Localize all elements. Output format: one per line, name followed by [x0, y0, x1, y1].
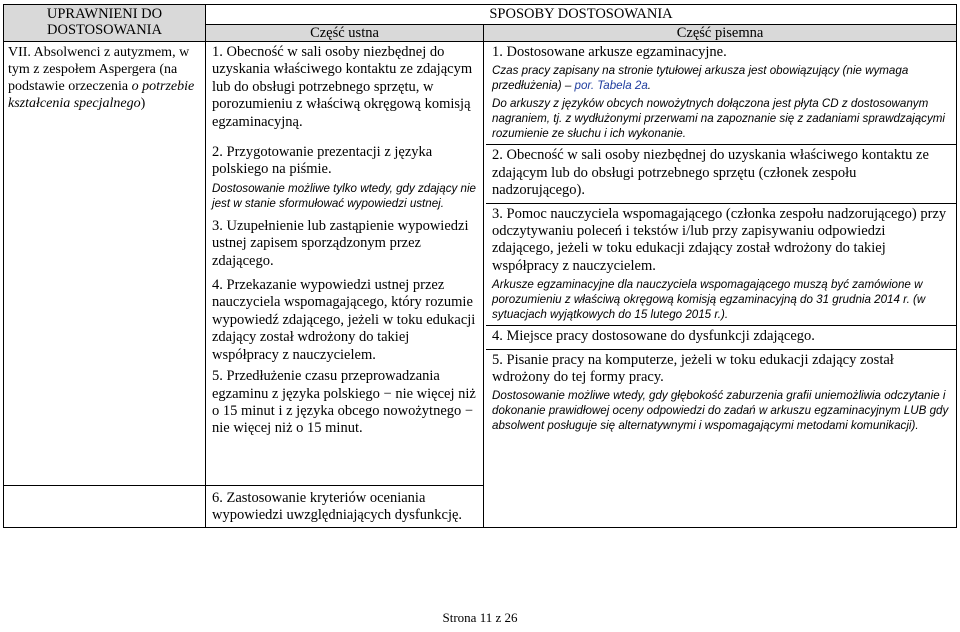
page-number: Strona 11 z 26	[442, 610, 518, 625]
category-cell	[4, 42, 206, 486]
adaptations-header	[206, 5, 957, 25]
written-item-1-note-a	[492, 63, 950, 93]
written-cell	[484, 42, 957, 528]
oral-cell-item-6	[206, 486, 484, 528]
written-header-text: Część pisemna	[676, 25, 764, 41]
written-item-4: 4. Miejsce pracy dostosowane do dysfunkcji zdającego.	[492, 328, 815, 345]
oral-item-5: 5. Przedłużenie czasu przeprowadzania egzaminu z języka polskiego − nie więcej niż o 15 minut i z języka obcego nowożytnego − nie więcej niż o 15 minut.	[212, 368, 476, 437]
divider	[486, 349, 956, 350]
category-italic: o potrzebie kształcenia specjalnego	[8, 79, 195, 111]
oral-item-6: 6. Zastosowanie kryteriów oceniania wypowiedzi uwzględniających dysfunkcję.	[212, 490, 463, 524]
divider	[486, 325, 956, 326]
adaptations-table	[3, 4, 957, 528]
category-text: VII. Absolwenci z autyzmem, w tym z zespołem Aspergera (na podstawie orzeczenia	[8, 45, 190, 94]
category-header	[4, 5, 206, 42]
divider	[486, 144, 956, 145]
oral-item-3: 3. Uzupełnienie lub zastąpienie wypowiedzi ustnej zapisem sporządzonym przez zdającego.	[212, 217, 469, 269]
oral-cell	[206, 42, 484, 486]
table-2a-link[interactable]: por. Tabela 2a	[574, 79, 648, 93]
adaptations-header-text: SPOSOBY DOSTOSOWANIA	[489, 6, 673, 22]
oral-header	[206, 25, 484, 42]
category-header-text: UPRAWNIENI DO DOSTOSOWANIA	[46, 6, 163, 38]
written-item-1: 1. Dostosowane arkusze egzaminacyjne.	[492, 44, 727, 60]
written-header	[484, 25, 957, 42]
divider	[486, 203, 956, 204]
written-item-2: 2. Obecność w sali osoby niezbędnej do uzyskania właściwego kontaktu ze zdającym lub do obsługi potrzebnego sprzętu (członek zespołu nadzorującego).	[492, 147, 929, 199]
oral-item-1: 1. Obecność w sali osoby niezbędnej do uzyskania właściwego kontaktu ze zdającym lub do obsługi potrzebnego sprzętu, w porozumieniu z właściwą okręgową komisją egzaminacyjną.	[212, 44, 473, 130]
written-item-5: 5. Pisanie pracy na komputerze, jeżeli w toku edukacji zdający został wdrożony do tej formy pracy.	[492, 351, 894, 386]
oral-item-2: 2. Przygotowanie prezentacji z języka polskiego na piśmie.	[212, 144, 433, 178]
written-item-1-note-a-text: Czas pracy zapisany na stronie tytułowej arkusza jest obowiązujący (nie wymaga przedłużenia) –	[492, 64, 909, 93]
category-end: )	[140, 96, 146, 111]
written-item-5-note: Dostosowanie możliwe wtedy, gdy głębokość zaburzenia grafii uniemożliwia odczytanie i dokonanie prawidłowej oceny odpowiedzi do zadań w arkuszu egzaminacyjnym LUB gdy absolwent posługuje się alternatywnymi i wspomagającymi metodami komunikacji).	[492, 389, 949, 433]
written-item-3-note: Arkusze egzaminacyjne dla nauczyciela wspomagającego muszą być zamówione w porozumieniu z właściwą okręgową komisją egzaminacyjną do 31 grudnia 2014 r. (w sytuacjach wyjątkowych do 15 lutego 2015 r.).	[492, 278, 926, 322]
category-cell-continued	[4, 486, 206, 528]
oral-item-4: 4. Przekazanie wypowiedzi ustnej przez nauczyciela wspomagającego, który rozumie wypowiedź zdającego, jeżeli w toku edukacji zdający został wdrożony do takiej współpracy z nauczycielem.	[212, 277, 476, 363]
written-item-3: 3. Pomoc nauczyciela wspomagającego (członka zespołu nadzorującego) przy odczytywaniu poleceń i tekstów i/lub przy zapisywaniu odpowiedzi zdającego, jeżeli w toku edukacji zdający został wdrożony do takiej współpracy z nauczycielem.	[492, 205, 947, 274]
written-item-1-note-b: Do arkuszy z języków obcych nowożytnych dołączona jest płyta CD z dostosowanym nagraniem, tj. z wydłużonymi przerwami na zapoznanie się z zadaniami sprawdzającymi rozumienie ze słuchu i ich wykonanie.	[492, 97, 945, 141]
written-item-1-note-end: .	[647, 79, 652, 93]
oral-item-2-note: Dostosowanie możliwe tylko wtedy, gdy zdający nie jest w stanie sformułować wypowiedzi ustnej.	[212, 181, 476, 210]
oral-header-text: Część ustna	[310, 25, 379, 41]
